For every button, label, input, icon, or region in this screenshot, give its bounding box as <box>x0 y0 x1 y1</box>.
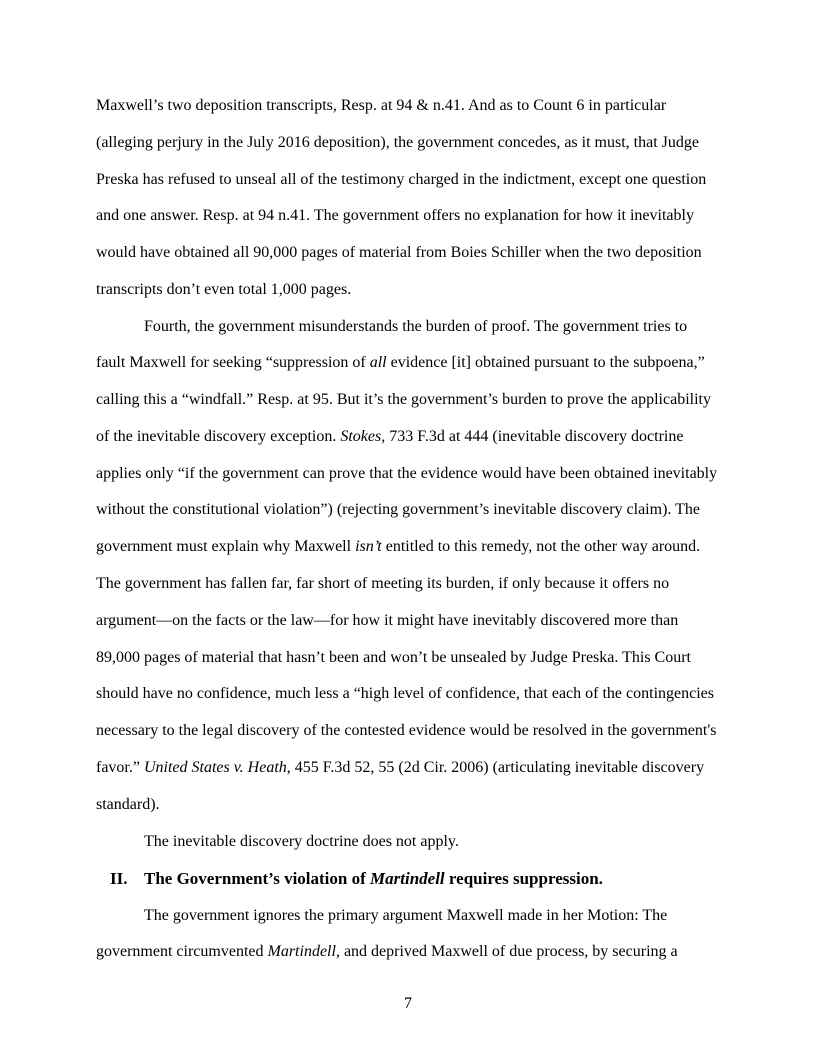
text-run: fault Maxwell for seeking “suppression of <box>96 354 370 371</box>
text-line: argument—on the facts or the law—for how it might have inevitably discovered more than <box>96 612 679 629</box>
text-line: 89,000 pages of material that hasn’t been and won’t be unsealed by Judge Preska. This Court <box>96 649 691 666</box>
section-number: II. <box>110 869 128 888</box>
case-citation: Martindell <box>267 943 336 960</box>
text-line: should have no confidence, much less a “high level of confidence, that each of the contingencies <box>96 685 714 702</box>
heading-text: The Government’s violation of <box>144 869 371 888</box>
text-line: without the constitutional violation”) (rejecting government’s inevitable discovery claim). The <box>96 501 700 518</box>
section-heading <box>110 869 603 889</box>
text-run: , 733 F.3d at 444 (inevitable discovery doctrine <box>381 428 684 445</box>
text-line: calling this a “windfall.” Resp. at 95. But it’s the government’s burden to prove the applicability <box>96 391 711 408</box>
text-run: government must explain why Maxwell <box>96 538 356 555</box>
text-line: Fourth, the government misunderstands the burden of proof. The government tries to <box>144 318 688 335</box>
emphasis-text: all <box>369 354 387 371</box>
text-line: standard). <box>96 796 160 813</box>
text-run: government circumvented <box>96 943 268 960</box>
text-line <box>96 427 683 447</box>
text-line <box>96 537 700 557</box>
text-line: and one answer. Resp. at 94 n.41. The government offers no explanation for how it inevitably <box>96 207 694 224</box>
case-citation: Stokes <box>340 428 382 445</box>
text-run: evidence [it] obtained pursuant to the subpoena,” <box>386 354 705 371</box>
text-run: favor.” <box>96 759 144 776</box>
page-number: 7 <box>404 995 412 1012</box>
text-line: necessary to the legal discovery of the contested evidence would be resolved in the government's <box>96 722 717 739</box>
text-line: would have obtained all 90,000 pages of material from Boies Schiller when the two deposition <box>96 244 702 261</box>
text-run: , 455 F.3d 52, 55 (2d Cir. 2006) (articulating inevitable discovery <box>286 759 705 776</box>
text-line: The government ignores the primary argument Maxwell made in her Motion: The <box>144 907 668 924</box>
text-line: (alleging perjury in the July 2016 deposition), the government concedes, as it must, that Judge <box>96 134 699 151</box>
text-line <box>96 942 678 962</box>
text-line: applies only “if the government can prove that the evidence would have been obtained inevitably <box>96 465 718 482</box>
text-line <box>96 353 705 373</box>
text-line <box>96 758 704 778</box>
text-run: of the inevitable discovery exception. <box>96 428 341 445</box>
text-line: transcripts don’t even total 1,000 pages. <box>96 281 352 298</box>
emphasis-text: isn’t <box>355 538 382 555</box>
text-line: Preska has refused to unseal all of the testimony charged in the indictment, except one question <box>96 171 707 188</box>
heading-text: requires suppression. <box>444 869 603 888</box>
case-citation: Martindell <box>370 869 445 888</box>
text-line: Maxwell’s two deposition transcripts, Resp. at 94 & n.41. And as to Count 6 in particular <box>96 97 667 114</box>
text-line: The inevitable discovery doctrine does not apply. <box>144 833 459 850</box>
text-line: The government has fallen far, far short of meeting its burden, if only because it offers no <box>96 575 670 592</box>
text-run: , and deprived Maxwell of due process, by securing a <box>335 943 678 960</box>
case-citation: United States v. Heath <box>143 759 287 776</box>
text-run: entitled to this remedy, not the other way around. <box>381 538 701 555</box>
